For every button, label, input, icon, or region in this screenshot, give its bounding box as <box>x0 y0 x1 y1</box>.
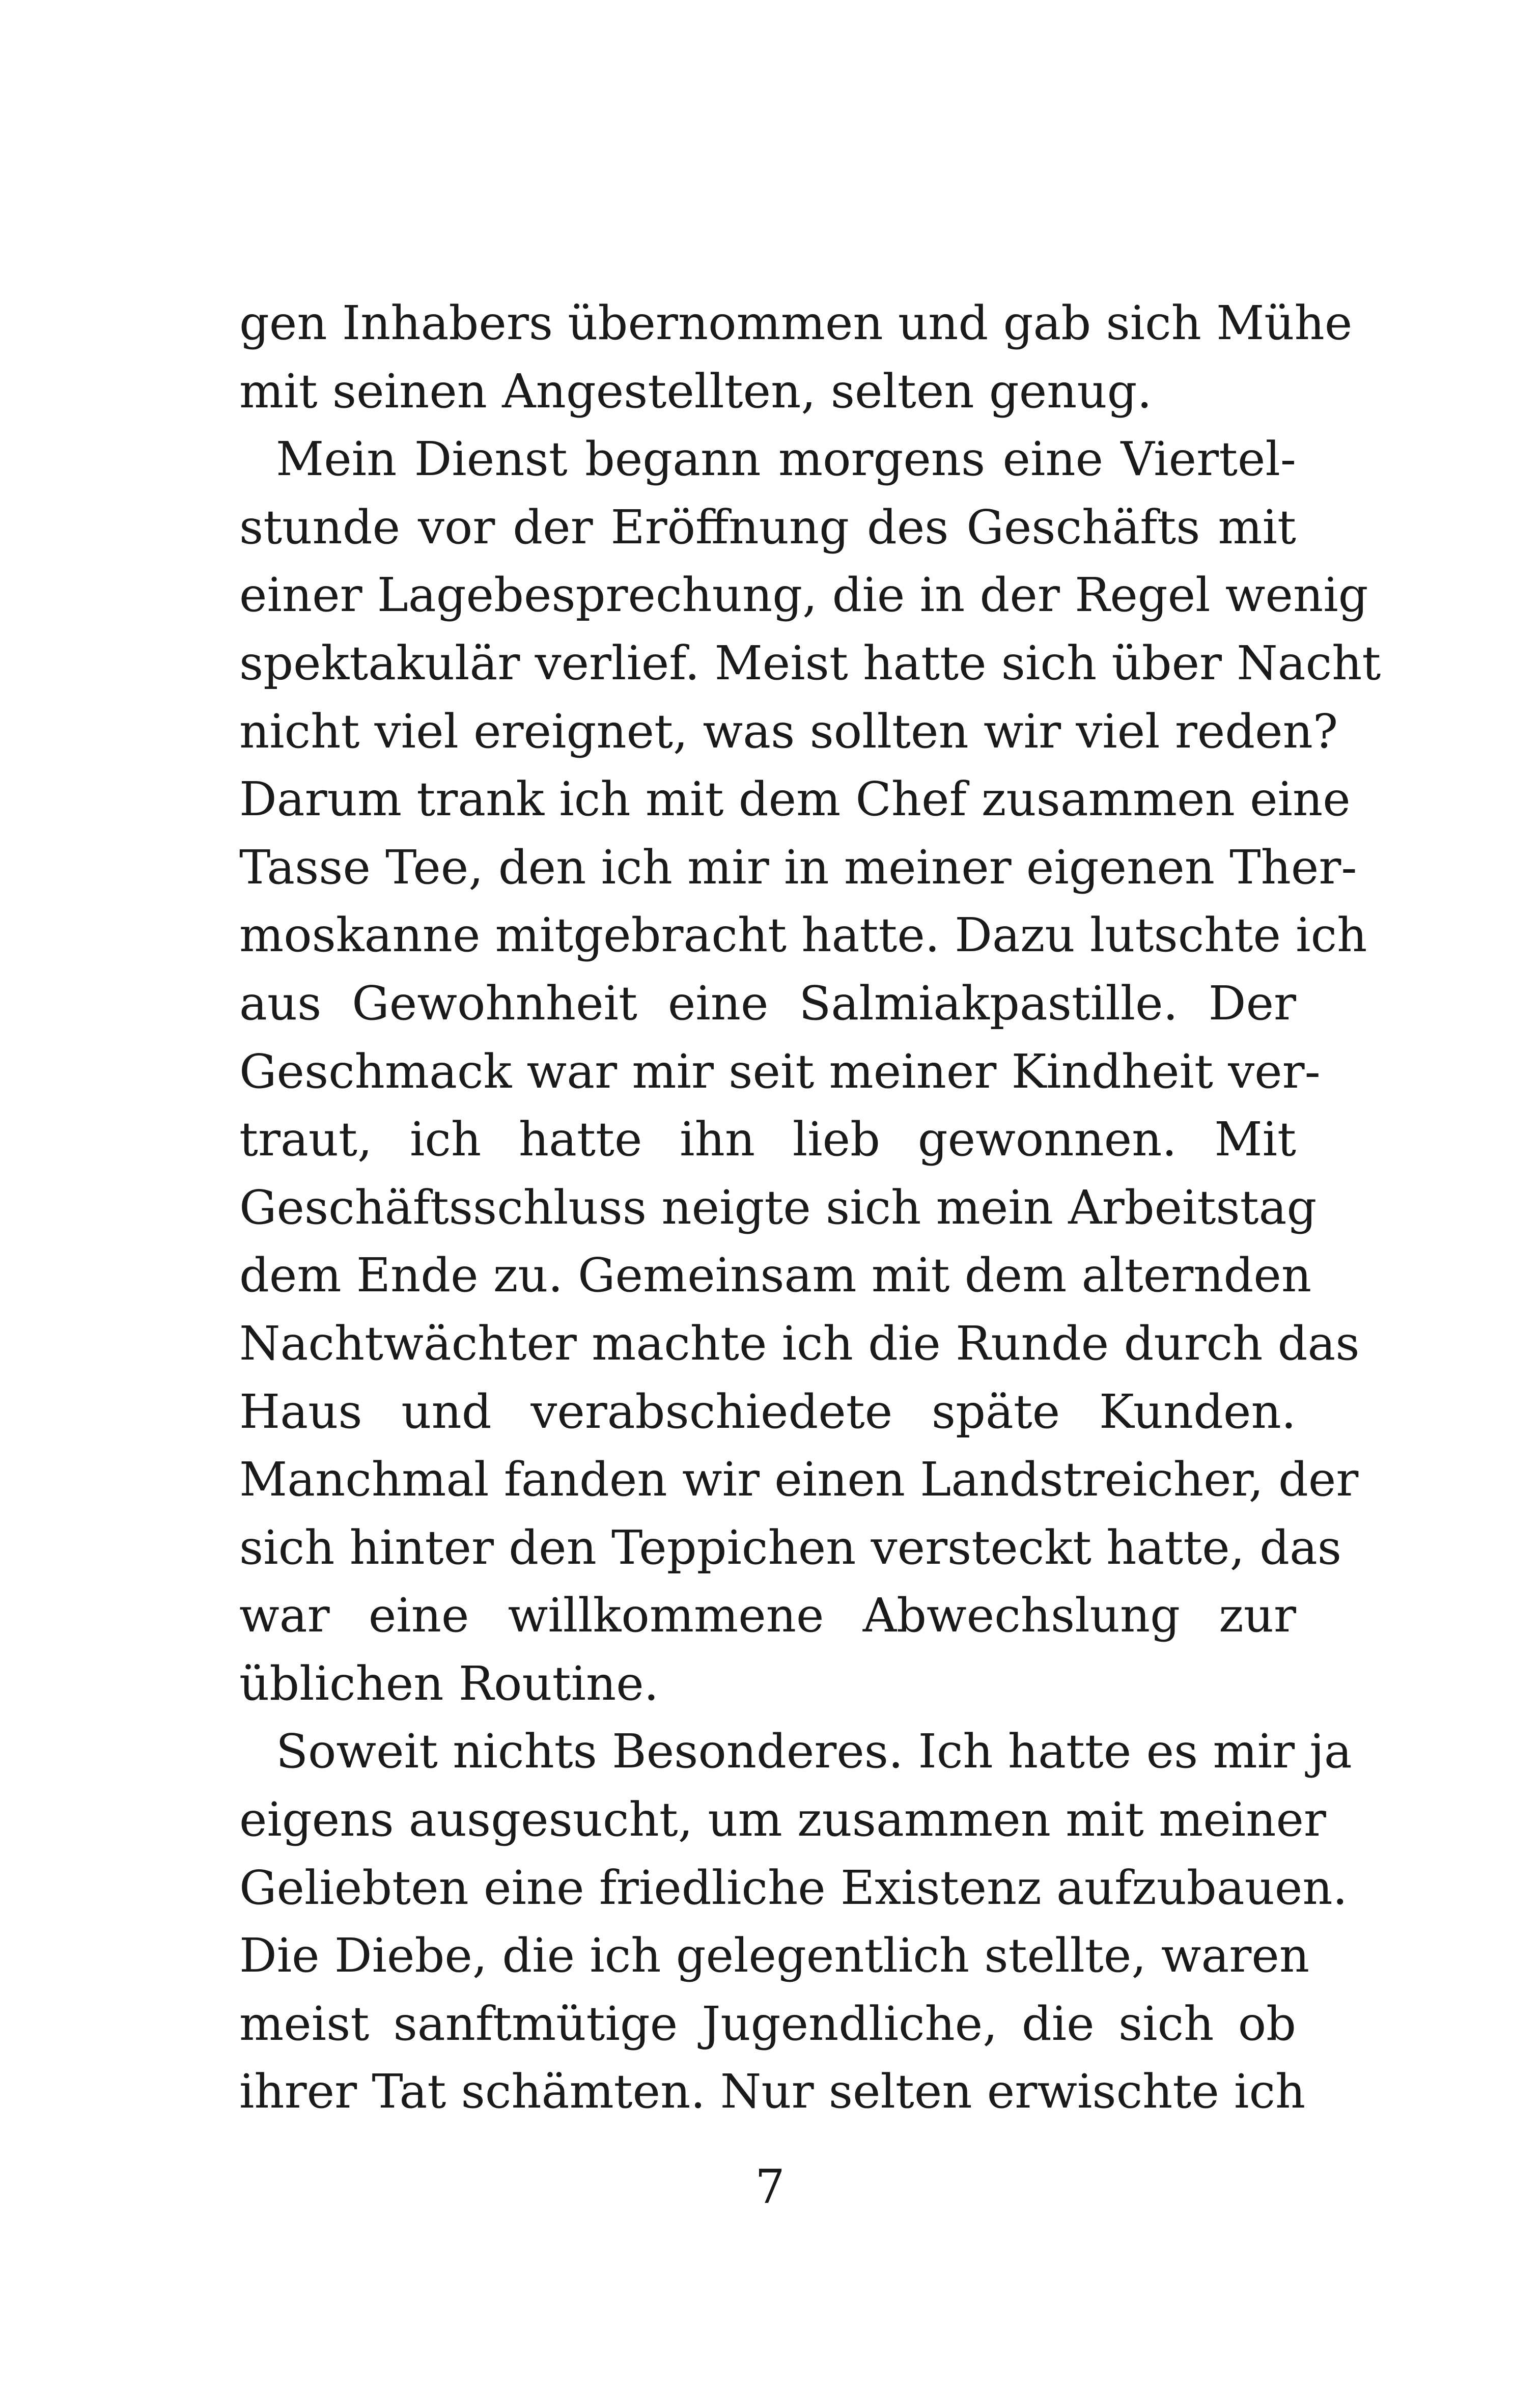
text-line: Darum trank ich mit dem Chef zusammen eine <box>239 772 1351 827</box>
text-line: Geliebten eine friedliche Existenz aufzubauen. <box>239 1860 1348 1915</box>
text-line: Manchmal fanden wir einen Landstreicher, der <box>239 1452 1359 1507</box>
text-line: Soweit nichts Besonderes. Ich hatte es mir ja <box>276 1724 1352 1779</box>
text-line: dem Ende zu. Gemeinsam mit dem alternden <box>239 1248 1312 1303</box>
text-line: Haus und verabschiedete späte Kunden. <box>239 1384 1296 1439</box>
text-line: meist sanftmütige Jugendliche, die sich ob <box>239 1996 1296 2051</box>
text-line: Nachtwächter machte ich die Runde durch das <box>239 1316 1360 1371</box>
text-line: Die Diebe, die ich gelegentlich stellte, waren <box>239 1928 1310 1983</box>
text-line: war eine willkommene Abwechslung zur <box>239 1588 1296 1643</box>
text-line: üblichen Routine. <box>239 1656 659 1711</box>
text-line: mit seinen Angestellten, selten genug. <box>239 364 1152 419</box>
text-line: moskanne mitgebracht hatte. Dazu lutschte ich <box>239 908 1367 963</box>
text-line: Geschäftsschluss neigte sich mein Arbeitstag <box>239 1180 1317 1235</box>
text-line: ihrer Tat schämten. Nur selten erwischte ich <box>239 2064 1306 2119</box>
text-line: Geschmack war mir seit meiner Kindheit ver- <box>239 1044 1321 1099</box>
page-number: 7 <box>755 2159 785 2214</box>
text-line: stunde vor der Eröffnung des Geschäfts mit <box>239 500 1296 555</box>
text-line: einer Lagebesprechung, die in der Regel wenig <box>239 568 1368 623</box>
text-line: aus Gewohnheit eine Salmiakpastille. Der <box>239 976 1296 1031</box>
text-line: eigens ausgesucht, um zusammen mit meiner <box>239 1792 1326 1847</box>
text-line: nicht viel ereignet, was sollten wir viel reden? <box>239 704 1338 759</box>
text-line: gen Inhabers übernommen und gab sich Mühe <box>239 296 1353 350</box>
text-line: Tasse Tee, den ich mir in meiner eigenen Ther- <box>239 840 1357 895</box>
text-line: traut, ich hatte ihn lieb gewonnen. Mit <box>239 1112 1296 1167</box>
body-text <box>239 289 1381 2126</box>
text-line: Mein Dienst begann morgens eine Viertel- <box>276 432 1296 487</box>
text-line: spektakulär verlief. Meist hatte sich über Nacht <box>239 635 1381 690</box>
text-line: sich hinter den Teppichen versteckt hatte, das <box>239 1520 1342 1575</box>
